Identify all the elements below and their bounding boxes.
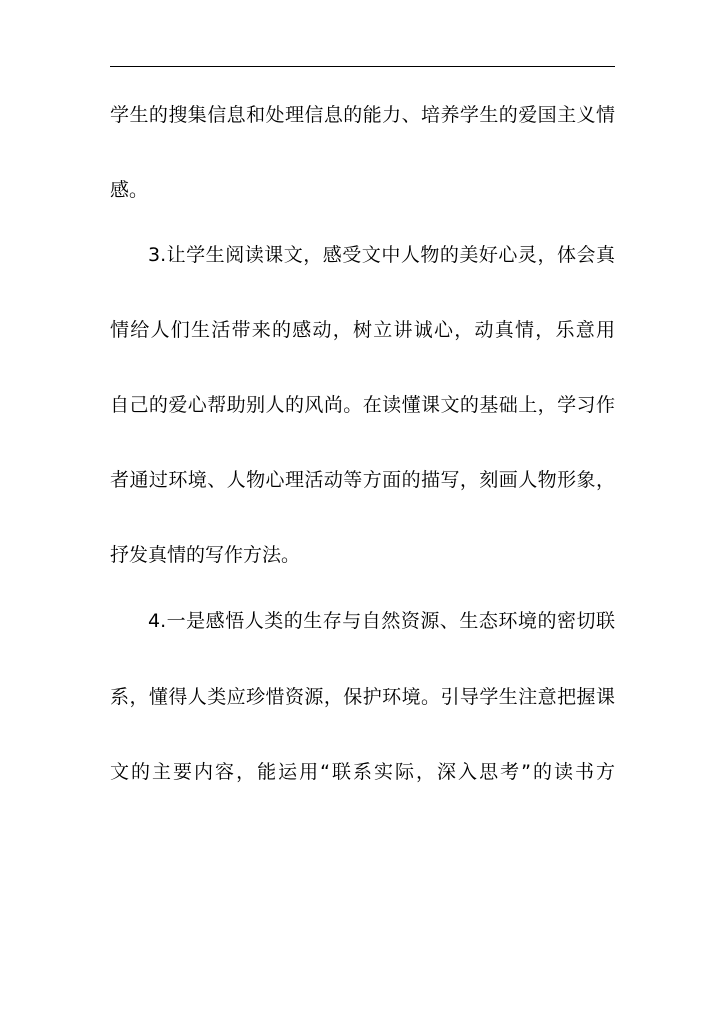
text-line: 情给人们生活带来的感动，树立讲诚心，动真情，乐意用 bbox=[110, 319, 615, 341]
paragraph-4-start: 4.一是感悟人类的生存与自然资源、生态环境的密切联 bbox=[148, 610, 615, 632]
text-line: 感。 bbox=[110, 179, 149, 201]
header-rule bbox=[110, 66, 615, 67]
text-line: 抒发真情的写作方法。 bbox=[110, 544, 301, 566]
text-line: 文的主要内容，能运用“联系实际，深入思考”的读书方 bbox=[110, 761, 615, 783]
text-line: 者通过环境、人物心理活动等方面的描写，刻画人物形象， bbox=[110, 469, 615, 491]
paragraph-3-start: 3.让学生阅读课文，感受文中人物的美好心灵，体会真 bbox=[148, 244, 615, 266]
text-line: 系，懂得人类应珍惜资源，保护环境。引导学生注意把握课 bbox=[110, 686, 615, 708]
text-line: 学生的搜集信息和处理信息的能力、培养学生的爱国主义情 bbox=[110, 104, 615, 126]
text-line: 自己的爱心帮助别人的风尚。在读懂课文的基础上，学习作 bbox=[110, 394, 615, 416]
